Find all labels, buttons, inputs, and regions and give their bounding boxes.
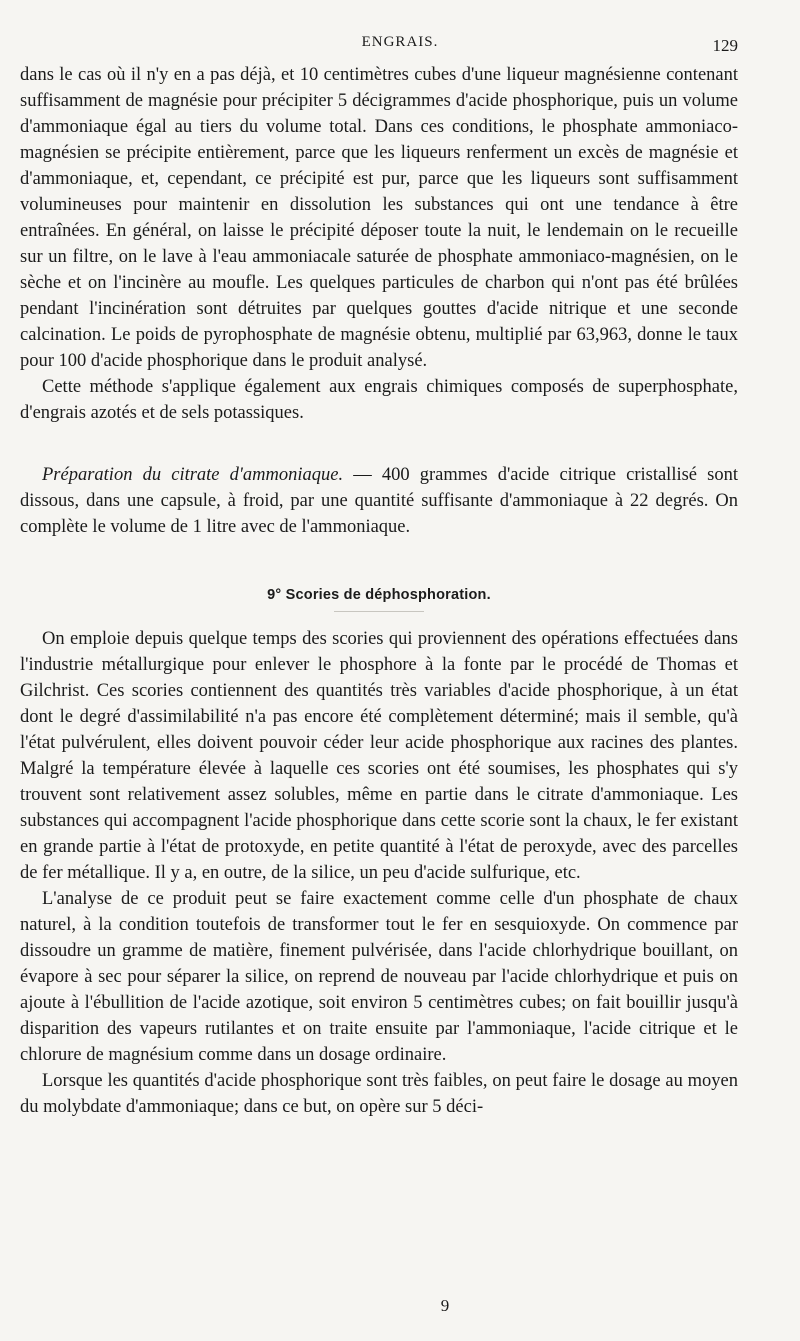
running-head (0, 34, 800, 58)
paragraph-scories: On emploie depuis quelque temps des scories qui proviennent des opérations effectuées dans l'industrie métallurgique pour enlever le phosphore à la fonte par le procédé de Thomas et Gilchrist. Ces scories contiennent des quantités très variables d'acide phosphorique, à un état dont le degré d'assimilabilité n'a pas encore été complètement déterminé; mais il semble, qu'à l'état pulvérulent, elles doivent pouvoir céder leur acide phosphorique aux racines des plantes. Malgré la température élevée à laquelle ces scories ont été soumises, les phosphates qui s'y trouvent sont relativement assez solubles, même en partie dans le citrate d'ammoniaque. Les substances qui accompagnent l'acide phosphorique dans cette scorie sont la chaux, le fer existant en grande partie à l'état de protoxyde, en petite quantité à l'état de peroxyde, avec des parcelles de fer métallique. Il y a, en outre, de la silice, un peu d'acide sulfurique, etc. (20, 629, 738, 883)
heading-rule (334, 611, 424, 612)
paragraph-analysis: L'analyse de ce produit peut se faire exactement comme celle d'un phosphate de chaux naturel, à la condition toutefois de transformer tout le fer en sesquioxyde. On commence par dissoudre un gramme de matière, finement pulvérisée, dans l'acide chlorhydrique bouillant, on évapore à sec pour séparer la silice, on reprend de nouveau par l'acide chlorhydrique et puis on ajoute à l'ébullition de l'acide azotique, soit environ 5 centimètres cubes; on fait bouillir jusqu'à disparition des vapeurs rutilantes et on traite ensuite par l'ammoniaque, l'acide citrique et le chlorure de magnésium comme dans un dosage ordinaire. (20, 889, 738, 1065)
page-number: 129 (712, 36, 738, 55)
citrate-preparation-text: — 400 grammes d'acide citrique cristallisé sont dissous, dans une capsule, à froid, par une quantité suffisante d'ammoniaque à 22 degrés. On complète le volume de 1 litre avec de l'ammoniaque. (20, 465, 738, 537)
signature-mark: 9 (440, 1296, 450, 1315)
paragraph-continuation: dans le cas où il n'y en a pas déjà, et 10 centimètres cubes d'une liqueur magnésienne contenant suffisamment de magnésie pour précipiter 5 décigrammes d'acide phosphorique, puis un volume d'ammoniaque égal au tiers du volume total. Dans ces conditions, le phosphate ammoniaco-magnésien se précipite entièrement, parce que les liqueurs renferment un excès de magnésie et d'ammoniaque, et, cependant, ce précipité est pur, parce que les liqueurs sont suffisamment volumineuses pour maintenir en dissolution les substances qui ont une tendance à être entraînées. En général, on laisse le précipité déposer toute la nuit, le lendemain on le recueille sur un filtre, on le lave à l'eau ammoniacale saturée de phosphate ammoniaco-magnésien, on le sèche et on l'incinère au moufle. Les quelques particules de charbon qui n'ont pas été brûlées pendant l'incinération sont détruites par quelques gouttes d'acide nitrique et une seconde calcination. Le poids de pyrophosphate de magnésie obtenu, multiplié par 63,963, donne le taux pour 100 d'acide phosphorique dans le produit analysé. (20, 65, 738, 371)
running-title: ENGRAIS. (361, 34, 439, 50)
page-body (20, 62, 738, 1120)
paragraph-method-note: Cette méthode s'applique également aux engrais chimiques composés de superphosphate, d'engrais azotés et de sels potassiques. (20, 377, 738, 423)
paragraph-citrate-preparation (20, 462, 738, 540)
section-heading: 9° Scories de déphosphoration. (267, 587, 491, 603)
paragraph-molybdate: Lorsque les quantités d'acide phosphorique sont très faibles, on peut faire le dosage au moyen du molybdate d'ammoniaque; dans ce but, on opère sur 5 déci- (20, 1071, 738, 1117)
citrate-preparation-title: Préparation du citrate d'ammoniaque. (42, 465, 344, 485)
